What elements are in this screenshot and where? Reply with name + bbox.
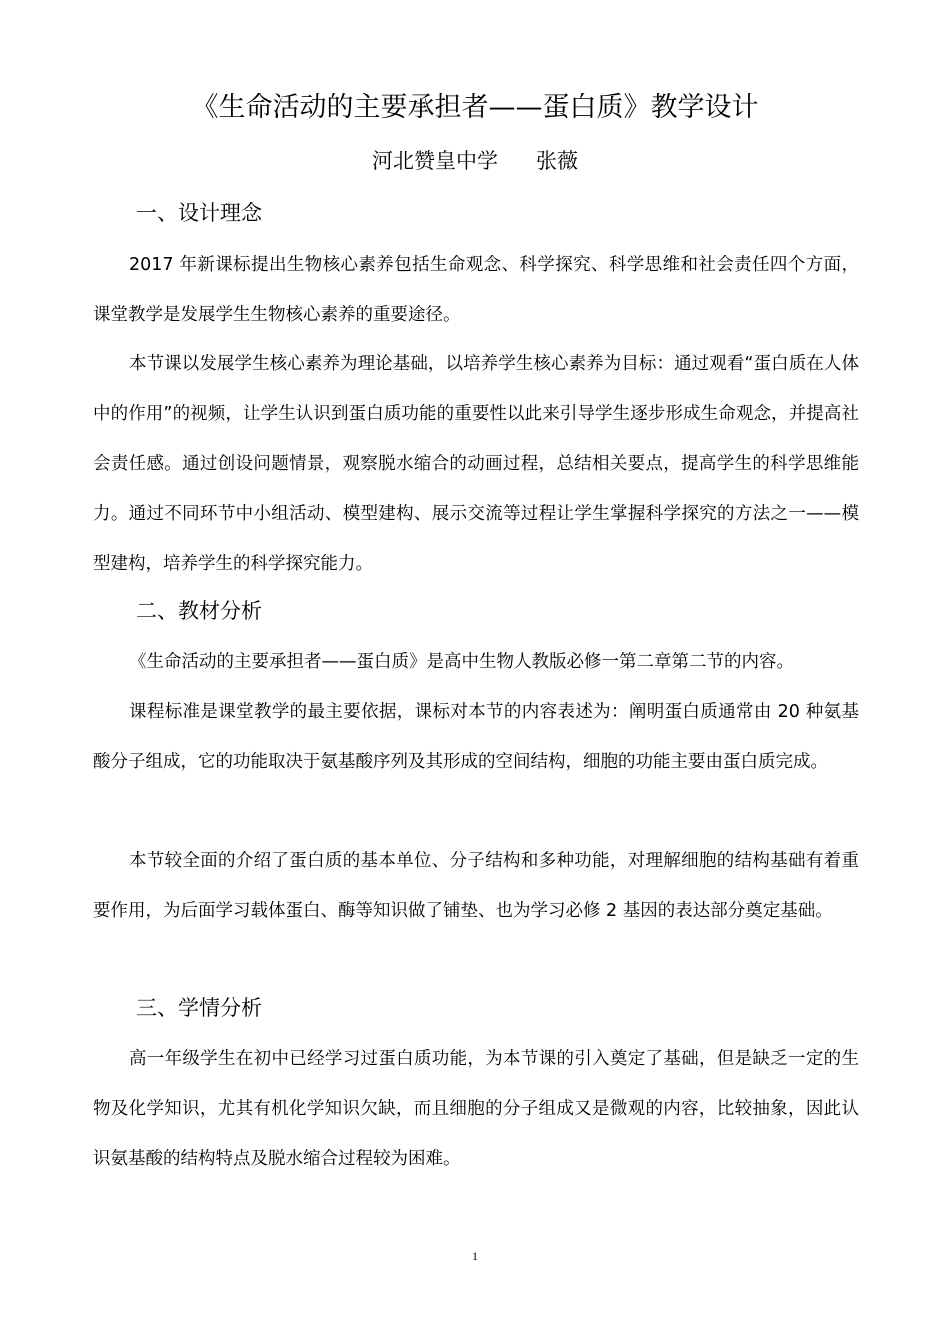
author-name: 张薇 bbox=[536, 149, 578, 173]
page-number: 1 bbox=[472, 1249, 478, 1263]
paragraph: 高一年级学生在初中已经学习过蛋白质功能，为本节课的引入奠定了基础，但是缺乏一定的生物及化学知识，尤其有机化学知识欠缺，而且细胞的分子组成又是微观的内容，比较抽象，因此认识氨基酸的结构特点及脱水缩合过程较为困难。 bbox=[93, 1049, 859, 1169]
paragraph: 课程标准是课堂教学的最主要依据，课标对本节的内容表述为：阐明蛋白质通常由 20 种氨基酸分子组成，它的功能取决于氨基酸序列及其形成的空间结构，细胞的功能主要由蛋白质完成。 bbox=[93, 702, 859, 772]
paragraph: 2017 年新课标提出生物核心素养包括生命观念、科学探究、科学思维和社会责任四个方面，课堂教学是发展学生生物核心素养的重要途径。 bbox=[93, 255, 859, 325]
section-heading-textbook-analysis: 二、教材分析 bbox=[136, 599, 262, 623]
author-line bbox=[0, 145, 950, 177]
section-heading-student-analysis: 三、学情分析 bbox=[136, 996, 262, 1020]
paragraph: 本节较全面的介绍了蛋白质的基本单位、分子结构和多种功能，对理解细胞的结构基础有着重要作用，为后面学习载体蛋白、酶等知识做了铺垫、也为学习必修 2 基因的表达部分奠定基础。 bbox=[93, 851, 859, 921]
document-title: 《生命活动的主要承担者——蛋白质》教学设计 bbox=[191, 92, 759, 123]
paragraph: 《生命活动的主要承担者——蛋白质》是高中生物人教版必修一第二章第二节的内容。 bbox=[129, 652, 794, 672]
author-school: 河北赞皇中学 bbox=[372, 149, 498, 173]
section-heading-design-concept: 一、设计理念 bbox=[136, 201, 262, 225]
paragraph: 本节课以发展学生核心素养为理论基础，以培养学生核心素养为目标：通过观看“蛋白质在人体中的作用”的视频，让学生认识到蛋白质功能的重要性以此来引导学生逐步形成生命观念，并提高社会责任感。通过创设问题情景，观察脱水缩合的动画过程，总结相关要点，提高学生的科学思维能力。通过不同环节中小组活动、模型建构、展示交流等过程让学生掌握科学探究的方法之一——模型建构，培养学生的科学探究能力。 bbox=[93, 354, 859, 574]
